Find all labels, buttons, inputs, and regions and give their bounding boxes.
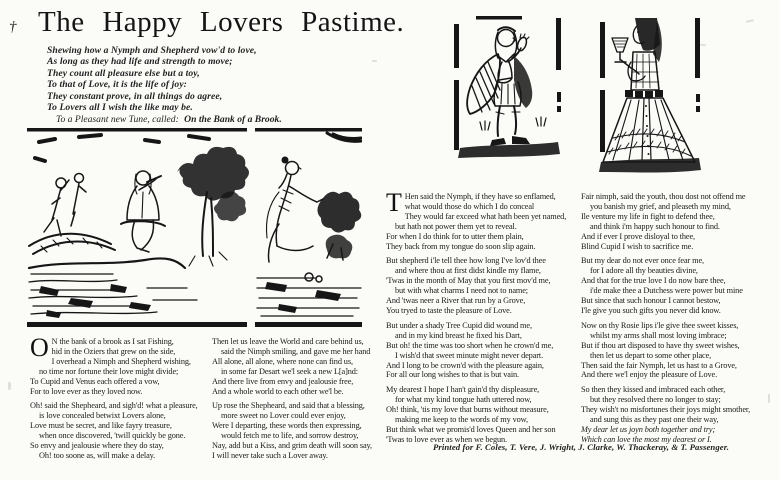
- verse-line: Blind Cupid I wish to sacrifice me.: [581, 241, 694, 251]
- stanza: [386, 188, 567, 251]
- verse-line: Fair nimph, said the youth, thou dost not offend me: [581, 192, 746, 201]
- stanza: [386, 256, 555, 315]
- verse-line: I wish'd that sweet minute might never depart.: [395, 350, 544, 360]
- verse-line: Hen said the Nymph, if they have so enflamed,: [404, 192, 556, 201]
- verse-line: Ile venture my life in fight to defend thee,: [581, 211, 715, 221]
- verse-line: Nay, add but a Kiss, and grim death will soon say,: [212, 441, 372, 451]
- tune-name: On the Bank of a Brook.: [184, 114, 282, 125]
- verse-line: Which can love the most my dearest or I.: [581, 434, 712, 444]
- verse-line: I overhead a Nimph and Shepherd wishing,: [51, 356, 191, 366]
- drop-cap: T: [386, 188, 402, 217]
- argument-verse: [47, 45, 257, 113]
- stanza: [212, 401, 372, 460]
- verse-line: But since that such honour I cannot bestow,: [581, 296, 721, 306]
- brook-scene-woodcut: [27, 128, 362, 330]
- scan-noise: [8, 382, 11, 390]
- verse-line: They back from my tongue do soon slip again.: [386, 241, 536, 251]
- argument-line: To Lovers all I wish the like may be.: [47, 102, 193, 114]
- verse-line: My dear let us joyn both together and try;: [581, 424, 716, 434]
- gentleman-woodcut: [452, 14, 570, 166]
- verse-line: and where thou at first didst kindle my flame,: [395, 266, 541, 276]
- verse-line: no time nor fortune their love might divide;: [39, 366, 179, 376]
- stanza: [581, 321, 750, 380]
- argument-line: They count all pleasure else but a toy,: [47, 67, 200, 79]
- verse-line: Then let us leave the World and care behind us,: [212, 337, 364, 346]
- verse-line: would fetch me to life, and sorrow destroy,: [221, 431, 359, 441]
- verse-line: making me keep to the words of my vow,: [395, 415, 528, 425]
- verse-line: is love concealed betwixt Lovers alone,: [39, 411, 166, 421]
- verse-line: But oh! the time was too short when he crown'd me,: [386, 340, 554, 350]
- stanza: [212, 337, 372, 396]
- scan-noise: [768, 394, 770, 403]
- verse-column-4: [581, 192, 750, 450]
- verse-line: more sweet no Lover could ever enjoy,: [221, 411, 346, 421]
- verse-line: And 'twas neer a River that run by a Grove,: [386, 296, 526, 306]
- verse-column-2: [212, 337, 372, 466]
- verse-line: but hath not power them yet to reveal.: [395, 221, 517, 231]
- stanza: [386, 385, 555, 444]
- verse-column-1: [30, 333, 198, 466]
- verse-line: And there live from envy and jealousie free,: [212, 376, 354, 386]
- verse-line: They would far exceed what hath been yet named,: [404, 211, 567, 221]
- verse-line: I will never take such a Lover away.: [212, 450, 328, 460]
- verse-line: but with what charms I need not to name;: [395, 286, 528, 296]
- stanza: [30, 401, 198, 460]
- verse-line: for I adore all thy beauties divine,: [590, 266, 698, 276]
- imprint-line: Printed for F. Coles, T. Vere, J. Wright, J. Clarke, W. Thackeray, & T. Passenger.: [432, 442, 730, 452]
- verse-line: And there we'l enjoy the pleasure of Love.: [581, 370, 718, 380]
- verse-line: For to love ever as they loved now.: [30, 386, 143, 396]
- argument-line: As long as they had life and strength to move;: [47, 56, 233, 68]
- verse-line: But my dear do not ever once fear me,: [581, 256, 704, 266]
- verse-line: Oh! said the Shepheard, and sigh'd! what a pleasure,: [30, 401, 198, 411]
- verse-line: i'de make thee a Dutchess were power but mine: [590, 286, 743, 296]
- stanza: [581, 192, 750, 251]
- tune-prefix: To a Pleasant new Tune, called:: [56, 114, 179, 125]
- verse-line: you banish my grief, and pleaseth my mind,: [590, 201, 731, 211]
- scan-noise: [746, 19, 754, 23]
- tune-line: [56, 114, 282, 125]
- verse-line: But shepherd i'le tell thee how long I've lov'd thee: [386, 256, 546, 266]
- verse-line: But if thou art disposed to have thy sweet wishes,: [581, 340, 740, 350]
- verse-line: You tryed to taste the pleasure of Love.: [386, 305, 512, 315]
- verse-line: and think i'm happy such honour to find.: [590, 221, 720, 231]
- printer-cross-icon: †: [9, 19, 17, 35]
- drop-cap: O: [30, 333, 49, 362]
- verse-line: Oh! think, 'tis my love that burns without measure,: [386, 405, 549, 415]
- page-title: The Happy Lovers Pastime.: [38, 6, 405, 38]
- verse-line: Love must be secret, and like fayry treasure,: [30, 421, 172, 431]
- stanza: [581, 385, 750, 444]
- verse-column-3: [386, 188, 567, 450]
- verse-line: I'le give you such gifts you never did know.: [581, 305, 721, 315]
- verse-line: But think what we promis'd loves Queen and her son: [386, 424, 556, 434]
- verse-line: And I long to be crown'd with the pleasure again,: [386, 360, 544, 370]
- verse-line: Oh! too soone as, will make a delay.: [39, 450, 156, 460]
- verse-line: They wish't no misfortunes their joys might smother,: [581, 405, 751, 415]
- verse-line: in some far Desart we'l seek a new L[a]nd:: [221, 366, 358, 376]
- verse-line: and in my kind breast he fixed his Dart,: [395, 330, 522, 340]
- verse-line: and sung this as they past one their way,: [590, 415, 719, 425]
- verse-line: And a whole world to each other we'l be.: [212, 386, 344, 396]
- verse-line: 'Twas in the month of May that you first mov'd me,: [386, 276, 551, 286]
- verse-line: but they resolved there no longer to stay;: [590, 395, 721, 405]
- verse-line: when once discovered, 'twill quickly be gone.: [39, 431, 186, 441]
- verse-line: All alone, all alone, where none can find us,: [212, 356, 353, 366]
- stanza: [30, 333, 198, 396]
- stanza: [386, 321, 555, 380]
- verse-line: Now on thy Rosie lips i'le give thee sweet kisses,: [581, 320, 739, 330]
- argument-line: To that of Love, it is the life of joy:: [47, 79, 187, 91]
- verse-line: For when I do think for to utter them plain,: [386, 231, 524, 241]
- verse-line: what would those do which I do conceal: [404, 201, 535, 211]
- verse-line: N the bank of a brook as I sat Fishing,: [51, 337, 174, 346]
- verse-line: hid in the Oziers that grew on the side,: [51, 346, 176, 356]
- verse-line: And that for the true love I do now bare thee,: [581, 276, 726, 286]
- verse-line: My dearest I hope I han't gain'd thy displeasure,: [386, 385, 540, 395]
- verse-line: So then they kissed and imbraced each other,: [581, 385, 726, 395]
- verse-line: for what my kind tongue hath uttered now,: [395, 395, 532, 405]
- verse-line: 'Twas to love ever as when we begun.: [386, 434, 508, 444]
- argument-line: They constant prove, in all things do agree,: [47, 90, 223, 102]
- stanza: [581, 256, 750, 315]
- verse-line: said the Nimph smiling, and gave me her hand: [221, 346, 371, 356]
- verse-line: whilst my arms shall most loving imbrace;: [590, 330, 727, 340]
- lady-with-goblet-woodcut: [597, 10, 707, 176]
- verse-line: But under a shady Tree Cupid did wound me,: [386, 320, 532, 330]
- verse-line: And if ever I prove disloyal to thee,: [581, 231, 695, 241]
- argument-line: Shewing how a Nymph and Shepherd vow'd to love,: [47, 45, 257, 56]
- verse-line: Then said the fair Nymph, let us hast to a Grove,: [581, 360, 737, 370]
- verse-line: So envy and jealousie where they do stay,: [30, 441, 164, 451]
- verse-line: To Cupid and Venus each offered a vow,: [30, 376, 160, 386]
- verse-line: For all our long wishes to that is but vain.: [386, 370, 519, 380]
- scan-noise: [372, 60, 377, 62]
- verse-line: Up rose the Shepheard, and said that a blessing,: [212, 401, 365, 411]
- verse-line: then let us depart to some other place,: [590, 350, 712, 360]
- verse-line: Were I departing, these words then expressing,: [212, 421, 362, 431]
